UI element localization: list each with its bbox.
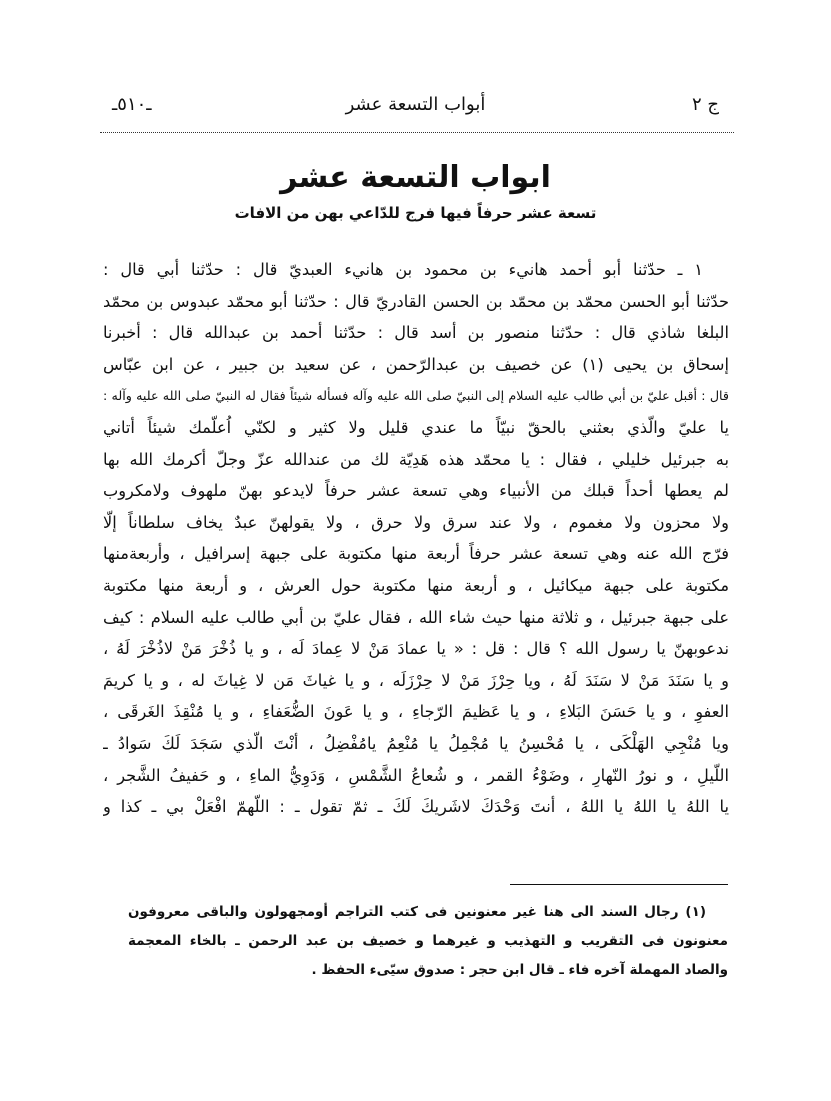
chapter-title: ابواب التسعة عشر — [280, 160, 551, 195]
page-number: ـ٥١٠ـ — [112, 94, 152, 115]
text-line: مكتوبة على جبهة ميكائيل ، و أربعة منها مكتوبة حول العرش ، و أربعة منها مكتوبة — [103, 575, 729, 595]
text-line: به جبرئيل خليلي ، فقال : يا محمّد هذه هَدِيّة لك من عندالله عزّ وجلّ أكرمك الله بها — [103, 449, 729, 469]
text-line: حدّثنا أبو الحسن محمّد بن محمّد بن الحسن القادريّ قال : حدّثنا أبو محمّد عبدوس بن محمّد — [103, 291, 729, 311]
footnote-rule — [510, 884, 728, 885]
running-title: أبواب التسعة عشر — [345, 94, 486, 115]
text-line: يا عليّ والّذي بعثني بالحقّ نبيّاً ما عندي قليل ولا كثير و لكنّي اُعلّمك شيئاً أتاني — [103, 417, 729, 437]
text-line: قال : أقبل عليّ بن أبي طالب عليه السلام إلى النبيّ صلى الله عليه وآله فسأله شيئاً فقال له النبيّ صلى الله عليه وآله : — [103, 388, 729, 404]
text-line: لم يعطها أحداً قبلك من الأنبياء وهي تسعة عشر حرفاً لايدعو بهنّ ملهوف ولامكروب — [103, 481, 729, 501]
footnote-line: (١) رجال السند الى هنا غير معنونين فى كتب التراجم أومجهولون والباقى معروفون — [128, 904, 706, 920]
footnote-line: والصاد المهملة آخره فاء ـ قال ابن حجر : صدوق سيّىء الحفظ . — [311, 962, 728, 978]
text-line: ١ ـ حدّثنا أبو أحمد هانيء بن محمود بن هانيء العبديّ قال : حدّثنا أبي قال : — [103, 260, 703, 279]
text-line: ولا محزون ولا مغموم ، ولا عند سرق ولا حرق ، ولا يقولهنّ عبدٌ يخاف سلطاناً إلّا — [103, 512, 729, 532]
volume-label: ج ٢ — [691, 94, 719, 115]
text-line: العفوِ ، و يا حَسَنَ البَلاءِ ، و يا عَظيمَ الرّجاءِ ، و يا عَونَ الضُّعَفاءِ ، و يا مُنْقِذَ الغَرقَى ، — [103, 702, 729, 722]
text-line: و يا سَنَدَ مَنْ لا سَنَدَ لَهُ ، ويا حِرْزَ مَنْ لا حِرْزَلَه ، و يا غياثَ مَن لا غِياثَ له ، و يا كريمَ — [103, 670, 729, 690]
text-line: البلغا شاذي قال : حدّثنا منصور بن أسد قال : حدّثنا أحمد بن عبدالله قال : أخبرنا — [103, 323, 729, 343]
text-line: اللّيلِ ، و نورُ النّهارِ ، وضَوْءُ القمر ، و شُعاعُ الشَّمْسِ ، وَدَوِيُّ الماءِ ، و حَفيفُ الشَّجر ، — [103, 765, 729, 785]
footnote — [128, 898, 728, 985]
header-divider — [100, 132, 734, 133]
text-line: على جبهة جبرئيل ، و ثلاثة منها حيث شاء الله ، فقال عليّ بن أبي طالب عليه السلام : كيف — [103, 607, 729, 627]
text-line: ندعوبهنّ يا رسول الله ؟ قال : قل : « يا عمادَ مَنْ لا عِمادَ لَه ، و يا ذُخْرَ مَنْ لاذُخْرَ لَهُ ، — [103, 639, 729, 659]
text-line: فرّج الله عنه وهي تسعة عشر حرفاً أربعة منها مكتوبة على جبهة إسرافيل ، وأربعةمنها — [103, 544, 729, 564]
main-text — [103, 254, 729, 823]
text-line: ويا مُنْجِي الهَلْكَى ، يا مُحْسِنُ يا مُجْمِلُ يا مُنْعِمُ يامُفْضِلُ ، أنْتَ الّذي سَجَدَ لَكَ سَوادُ ـ — [103, 733, 729, 753]
text-line: إسحاق بن يحيى (١) عن خصيف بن عبدالرّحمن ، عن سعيد بن جبير ، عن ابن عبّاس — [103, 354, 729, 374]
text-line: يا اللهُ يا اللهُ يا اللهُ ، أنتَ وَحْدَكَ لاشَريكَ لَكَ ـ ثمّ تقول ـ : اللّهمّ افْعَلْ بي ـ كذا و — [103, 797, 729, 817]
footnote-line: معنونون فى التقريب و التهذيب و غيرهما و خصيف بن عبد الرحمن ـ بالخاء المعجمة — [128, 933, 728, 949]
chapter-subtitle: تسعة عشر حرفاً فيها فرج للدّاعي بهن من الافات — [234, 204, 597, 222]
